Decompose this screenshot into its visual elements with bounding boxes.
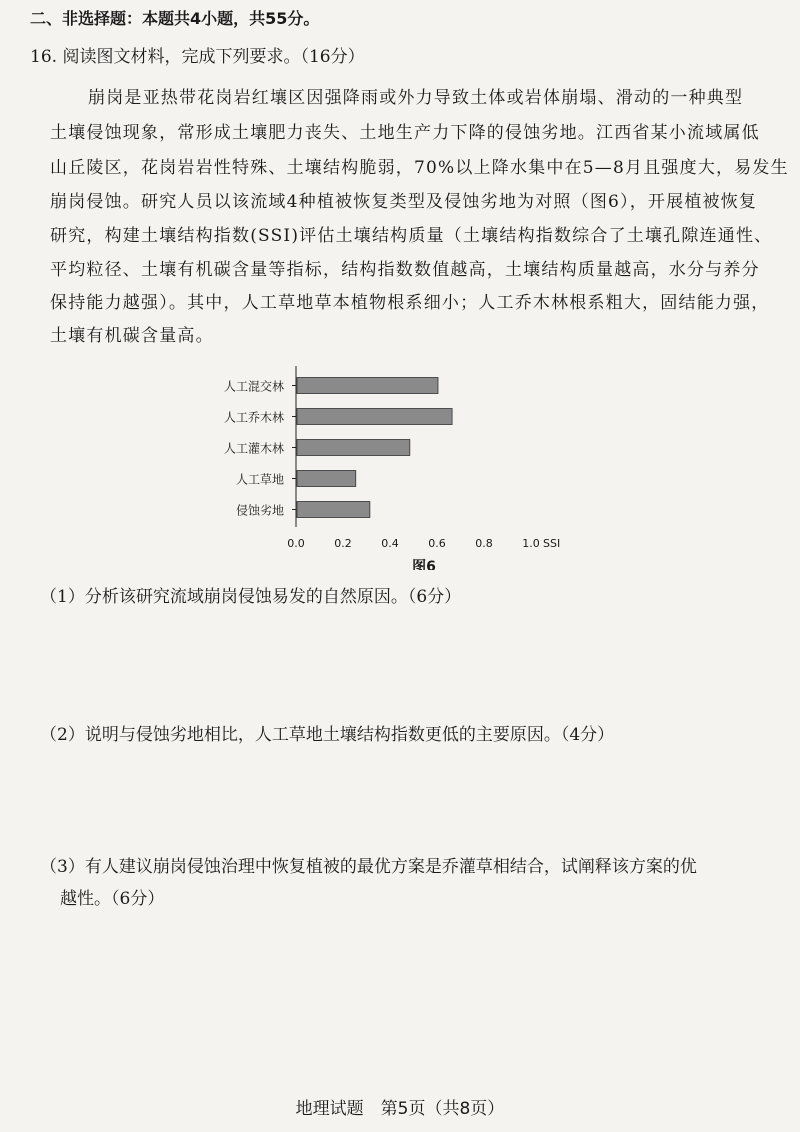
paragraph-line: 研究，构建土壤结构指数(SSI)评估土壤结构质量（土壤结构指数综合了土壤孔隙连通性、 <box>50 226 773 246</box>
x-tick-label: 0.4 <box>381 537 399 550</box>
category-label: 人工灌木林 <box>223 441 284 456</box>
bar <box>297 471 356 487</box>
question-intro: 16. 阅读图文材料，完成下列要求。（16分） <box>30 47 365 67</box>
x-tick-label: 0.2 <box>334 537 352 550</box>
sub-question-2: （2）说明与侵蚀劣地相比，人工草地土壤结构指数更低的主要原因。（4分） <box>40 725 615 745</box>
x-tick-label: 0.8 <box>475 537 493 550</box>
category-label: 侵蚀劣地 <box>235 503 284 518</box>
paragraph-line: 山丘陵区，花岗岩岩性特殊、土壤结构脆弱，70%以上降水集中在5—8月且强度大，易发生 <box>50 158 789 178</box>
sub-question-1: （1）分析该研究流域崩岗侵蚀易发的自然原因。（6分） <box>40 587 462 607</box>
paragraph-line: 崩岗是亚热带花岗岩红壤区因强降雨或外力导致土体或岩体崩塌、滑动的一种典型 <box>88 88 744 108</box>
bar <box>297 378 438 394</box>
sub-question-3-continued: 越性。（6分） <box>60 889 165 909</box>
category-label: 人工乔木林 <box>223 410 284 425</box>
x-axis-label: SSI <box>543 537 561 550</box>
category-label: 人工草地 <box>235 472 284 487</box>
x-tick-label: 0.0 <box>287 537 305 550</box>
paragraph-line: 平均粒径、土壤有机碳含量等指标，结构指数数值越高，土壤结构质量越高，水分与养分 <box>50 260 760 280</box>
section-heading: 二、非选择题：本题共4小题，共55分。 <box>30 9 320 28</box>
paragraph-line: 崩岗侵蚀。研究人员以该流域4种植被恢复类型及侵蚀劣地为对照（图6），开展植被恢复 <box>50 192 758 212</box>
paragraph-line: 保持能力越强）。其中，人工草地草本植物根系细小；人工乔木林根系粗大，固结能力强， <box>50 293 770 313</box>
x-tick-label: 0.6 <box>428 537 446 550</box>
x-tick-label: 1.0 <box>522 537 540 550</box>
bar <box>297 409 452 425</box>
bar <box>297 502 370 518</box>
page-footer: 地理试题 第5页（共8页） <box>295 1099 505 1119</box>
paragraph-line: 土壤侵蚀现象，常形成土壤肥力丧失、土地生产力下降的侵蚀劣地。江西省某小流域属低 <box>50 123 760 143</box>
sub-question-3: （3）有人建议崩岗侵蚀治理中恢复植被的最优方案是乔灌草相结合，试阐释该方案的优 <box>40 857 697 877</box>
paragraph-line: 土壤有机碳含量高。 <box>50 326 214 346</box>
figure-caption: 图6 <box>412 559 436 570</box>
bar <box>297 440 410 456</box>
figure-6-chart <box>212 360 592 570</box>
category-label: 人工混交林 <box>223 379 284 394</box>
ssi-bar-chart <box>212 360 592 570</box>
